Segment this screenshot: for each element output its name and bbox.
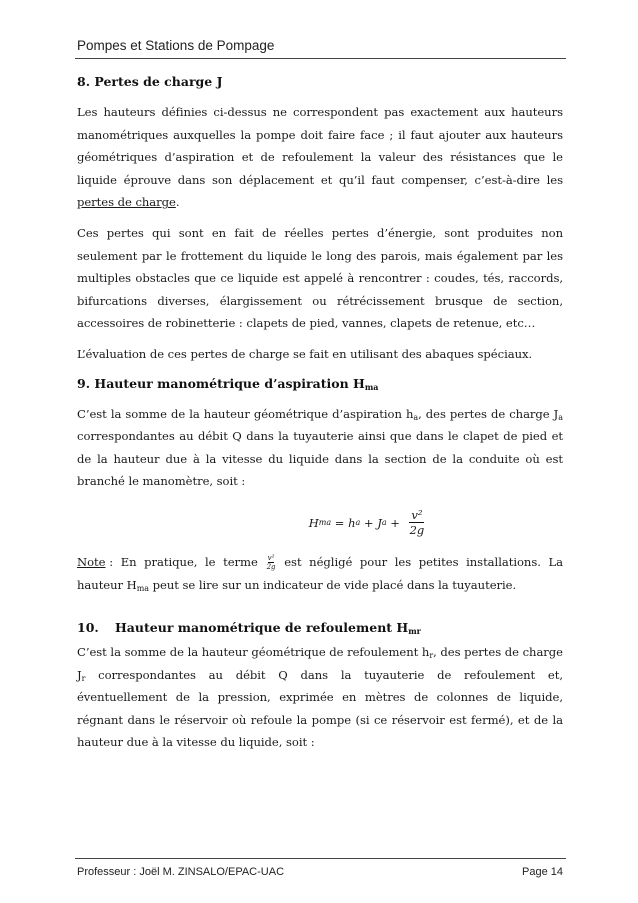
text: . (175, 195, 180, 210)
page-content (77, 66, 567, 754)
text: : En pratique, le terme (105, 554, 262, 569)
subscript: mr (408, 626, 421, 637)
text: est négligé pour les petites installations. La hauteur H (77, 554, 567, 592)
text: peut se lire sur un indicateur de vide placé dans la tuyauterie. (149, 577, 517, 592)
page-number: Page 14 (522, 866, 563, 878)
formula-plus: + (360, 515, 378, 530)
footer-divider (75, 858, 566, 859)
text: 9. Hauteur manométrique d’aspiration H (77, 375, 365, 391)
text: correspondantes au débit Q dans la tuyauterie de refoulement et, éventuellement de la pression, exprimée en mètres de colonnes de liquide, régnant dans le réservoir où refoule la pompe (si ce réservoir est fermé), et de la hauteur due à la vitesse du liquide, soit : (77, 667, 563, 750)
fraction-numerator: v² (411, 508, 423, 523)
page-footer (77, 866, 563, 878)
section-8-paragraph-1 (77, 101, 563, 214)
section-9-note (77, 551, 567, 596)
section-8-paragraph-2: Ces pertes qui sont en fait de réelles pertes d’énergie, sont produites non seulement par le frottement du liquide le long des parois, mais également par les multiples obstacles que ce liquide est appelé à rencontrer : coudes, tés, raccords, bifurcations diverses, élargissement ou rétrécissement brusque de section, accessoires de robinetterie : clapets de pied, vannes, clapets de retenue, etc… (77, 225, 563, 331)
section-10-heading (77, 620, 563, 635)
footer-author: Professeur : Joël M. ZINSALO/EPAC-UAC (77, 866, 285, 878)
formula-hma: H ma = h a + J a + $\frac{\text{v²}}{2g}$ (308, 508, 425, 538)
section-9-heading (77, 376, 563, 391)
subscript: a (413, 412, 419, 422)
formula-lhs: H (308, 515, 319, 530)
subscript: ma (136, 583, 149, 593)
fraction-denominator: 2g (409, 523, 425, 538)
pertes-de-charge-term: pertes de charge (77, 195, 176, 210)
subscript: a (558, 412, 563, 422)
subscript: r (429, 651, 434, 661)
fraction-denominator: 2g (266, 563, 276, 572)
subscript: ma (364, 381, 379, 392)
text: , des pertes de charge J (77, 645, 563, 682)
section-10-paragraph (77, 641, 563, 754)
note-label: Note (77, 554, 106, 569)
formula-fraction (408, 508, 427, 537)
header-divider (75, 58, 566, 59)
heading-number: 10. (77, 620, 99, 636)
formula-term: J (377, 515, 382, 530)
formula-plus: + (386, 515, 404, 530)
text: , des pertes de charge J (418, 406, 559, 421)
text: C’est la somme de la hauteur géométrique d’aspiration h (77, 406, 414, 421)
section-9-paragraph (77, 403, 563, 493)
text: Hauteur manométrique de refoulement H (115, 620, 409, 636)
section-8-heading: 8. Pertes de charge J (77, 74, 223, 89)
inline-fraction (267, 554, 276, 571)
formula-term: h (348, 515, 356, 530)
text: Les hauteurs définies ci-dessus ne correspondent pas exactement aux hauteurs manométriques auxquelles la pompe doit faire face ; il faut ajouter aux hauteurs géométriques d’aspiration et de refoulement la valeur des résistances que le liquide éprouve dans son déplacement et qu’il faut compenser, c’est-à-dire les (77, 105, 563, 187)
fraction-numerator: v² (267, 554, 275, 563)
section-8-paragraph-3: L’évaluation de ces pertes de charge se fait en utilisant des abaques spéciaux. (77, 346, 533, 361)
formula-equals: = (331, 515, 349, 530)
page-header: Pompes et Stations de Pompage (77, 38, 275, 53)
text: correspondantes au débit Q dans la tuyauterie ainsi que dans le clapet de pied et de la hauteur due à la vitesse du liquide dans la section de la conduite où est branché le manomètre, soit : (77, 429, 563, 489)
text: C’est la somme de la hauteur géométrique de refoulement h (77, 645, 430, 660)
subscript: r (81, 673, 86, 683)
